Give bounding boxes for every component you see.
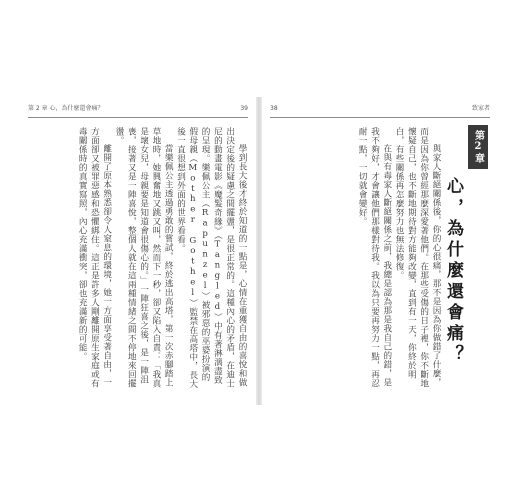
- right-page-body: [270, 127, 442, 389]
- header-rule: [270, 117, 490, 118]
- page-number: 38: [270, 105, 278, 112]
- paragraph: 在與有毒家人斷絕關係之前，我總是認為那是我自己的錯，是我不夠好，才會讓他們那樣對待我。我以為只要再努力一點，再忍耐一點，一切就會變好。: [357, 127, 392, 388]
- paragraph: 與家人斷絕關係後，你的心很痛，那不是因為你做錯了什麼，而是因為你曾經那麼深愛著他們。在那些受傷的日子裡，你不斷地懷疑自己，也不斷地期待對方能夠改變，直到有一天，你終於明白，有些關係再怎麼努力也無法修復。: [394, 127, 441, 388]
- left-page-header: [28, 103, 248, 115]
- paragraph: 學到長大後才終於知道的一點是，心情在重獲自由的喜悅和做出決定後的疑慮之間擺盪，是很正常的。這種內心的矛盾，在迪士尼的動畫電影《魔髮奇緣》（Tangled）中有著淋漓盡致的呈現。樂佩公主（Rapunzel）被邪惡的巫婆扮演的假母親（Mother Gothel）監禁在高塔中，長大後一直很想到外面的世界看看。: [175, 127, 247, 389]
- paragraph: 當樂佩公主透過勇敢的嘗試，終於逃出高塔，第一次赤腳踏上草地時，她興奮地又跳又叫，然而下一秒，卻又陷入自責：「我真是壞女兒，母親要是知道會很傷心的。」一陣狂喜之後，是一陣沮喪，接著又是一陣喜悅，整個人就在這兩種情緒之間不停地來回擺盪。: [114, 127, 174, 388]
- running-head: 第 2 章 心，為什麼還會痛？: [28, 105, 104, 112]
- left-page: [20, 97, 256, 405]
- right-page-header: [270, 103, 490, 115]
- left-page-body: [30, 127, 248, 389]
- paragraph: 離開了原本熟悉卻令人窒息的環境，她一方面享受著自由，一方面卻又被罪惡感和恐懼綁住。這正是許多人剛離開原生家庭或有毒關係時的真實寫照，內心充滿衝突，卻也充滿新的可能。: [77, 127, 112, 388]
- page-number: 39: [240, 105, 248, 112]
- chapter-badge: 第2章: [468, 125, 488, 169]
- book-spread: [20, 97, 498, 405]
- running-head: 致家者: [471, 105, 490, 112]
- header-rule: [28, 117, 248, 118]
- chapter-title: 心，為什麼還會痛？: [443, 177, 463, 366]
- right-page: [262, 97, 498, 405]
